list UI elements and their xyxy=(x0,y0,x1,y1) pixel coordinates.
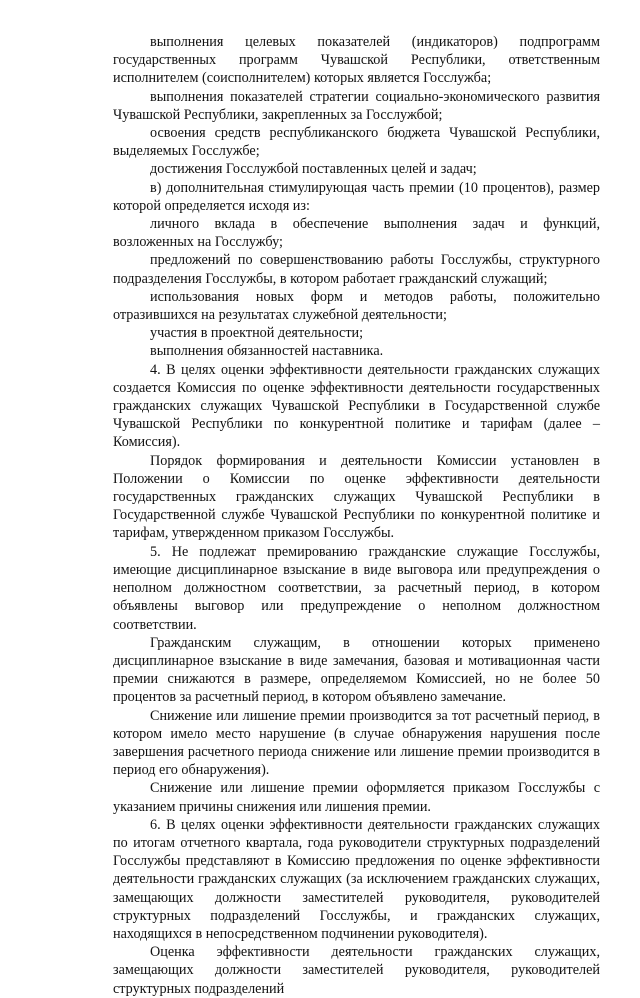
paragraph: в) дополнительная стимулирующая часть премии (10 процентов), размер которой определяется исходя из: xyxy=(113,179,600,214)
paragraph: выполнения обязанностей наставника. xyxy=(150,343,384,360)
paragraph: освоения средств республиканского бюджета Чувашской Республики, выделяемых Госслужбе; xyxy=(113,125,600,160)
paragraph: предложений по совершенствованию работы Госслужбы, структурного подразделения Госслужбы, в котором работает гражданский служащий; xyxy=(113,252,600,287)
paragraph: выполнения показателей стратегии социально-экономического развития Чувашской Республики, закрепленных за Госслужбой; xyxy=(113,88,600,123)
paragraph: 4. В целях оценки эффективности деятельности гражданских служащих создается Комиссия по оценке эффективности деятельности государственных гражданских служащих Чувашской Республики в Государственной службе Чувашской Республики по конкурентной политике и тарифам (далее – Комиссия). xyxy=(113,361,600,451)
paragraph: Снижение или лишение премии производится за тот расчетный период, в котором имело место нарушение (в случае обнаружения нарушения после завершения расчетного периода снижение или лишение премии производится в период его обнаружения). xyxy=(113,707,600,779)
paragraph: Гражданским служащим, в отношении которых применено дисциплинарное взыскание в виде замечания, базовая и мотивационная части премии снижаются в размере, определяемом Комиссией, но не более 50 процентов за расчетный период, в котором объявлено замечание. xyxy=(113,634,600,706)
paragraph: личного вклада в обеспечение выполнения задач и функций, возложенных на Госслужбу; xyxy=(113,216,600,251)
paragraph: Оценка эффективности деятельности гражданских служащих, замещающих должности заместителей руководителя, руководителей структурных подразделений xyxy=(113,944,600,997)
paragraph: 5. Не подлежат премированию гражданские служащие Госслужбы, имеющие дисциплинарное взыскание в виде выговора или предупреждения о неполном должностном соответствии, за расчетный период, в котором объявлены выговор или предупреждение о неполном должностном соответствии. xyxy=(113,543,600,633)
paragraph: достижения Госслужбой поставленных целей и задач; xyxy=(150,161,477,178)
document-page xyxy=(113,33,600,998)
paragraph: участия в проектной деятельности; xyxy=(150,325,364,342)
paragraph: Снижение или лишение премии оформляется приказом Госслужбы с указанием причины снижения или лишения премии. xyxy=(113,780,600,815)
paragraph: Порядок формирования и деятельности Комиссии установлен в Положении о Комиссии по оценке эффективности деятельности государственных гражданских служащих Чувашской Республики в Государственной службе Чувашской Республики по конкурентной политике и тарифам, утвержденном приказом Госслужбы. xyxy=(113,452,600,542)
paragraph: 6. В целях оценки эффективности деятельности гражданских служащих по итогам отчетного квартала, года руководители структурных подразделений Госслужбы представляют в Комиссию предложения по оценке эффективности деятельности гражданских служащих (за исключением гражданских служащих, замещающих должности заместителей руководителя, руководителей структурных подразделений Госслужбы, и гражданских служащих, находящихся в непосредственном подчинении руководителя). xyxy=(113,816,600,942)
paragraph: выполнения целевых показателей (индикаторов) подпрограмм государственных программ Чувашской Республики, ответственным исполнителем (соисполнителем) которых является Госслужба; xyxy=(113,34,600,87)
paragraph: использования новых форм и методов работы, положительно отразившихся на результатах служебной деятельности; xyxy=(113,288,600,324)
